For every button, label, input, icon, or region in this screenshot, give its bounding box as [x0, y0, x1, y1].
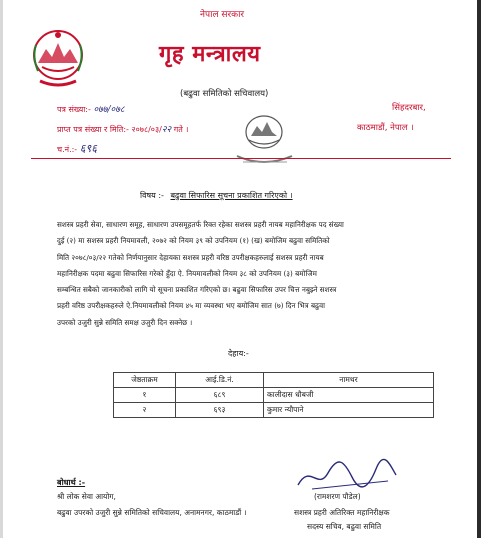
- annex-title: देहाय:-: [228, 349, 249, 358]
- dispatch-label: च.नं.:-: [57, 145, 78, 154]
- ministry-seal-icon: [227, 108, 302, 170]
- address-line-1: सिंहदरबार,: [392, 103, 426, 113]
- cc-line-1: श्री लोक सेवा आयोग,: [57, 492, 116, 501]
- cc-title: बोधार्थ :-: [57, 478, 86, 487]
- body-line: महानिरीक्षक पदमा बढुवा सिफारिस गरेको हुँदा ऐ. नियमावलीको नियम ३८ को उपनियम (३) बमोजिम: [57, 268, 317, 278]
- header-divider: [31, 158, 451, 159]
- dispatch-number: [57, 141, 97, 156]
- signatory-role-2: सदस्य सचिव, बढुवा समिति: [307, 522, 382, 531]
- letter-number: [57, 102, 125, 115]
- notice-body: [57, 217, 442, 331]
- received-suffix: गते ।: [173, 125, 189, 134]
- subject-text: बढुवा सिफारिस सूचना प्रकाशित गरिएको ।: [170, 191, 293, 200]
- received-label: प्राप्त पत्र संख्या र मिति:-: [57, 125, 129, 134]
- signatory-role-1: सशस्त्र प्रहरी अतिरिक्त महानिरीक्षक: [294, 508, 390, 517]
- cc-line-2: बढुवा उपरको उजुरी सुन्ने समितिको सचिवालय, अनामनगर, काठमाडौं ।: [57, 508, 247, 517]
- cell-id-number: ६९३: [176, 403, 264, 418]
- cell-seniority: २: [114, 403, 176, 418]
- address-line-2: काठमाडौं, नेपाल ।: [357, 123, 414, 133]
- body-line: मिति २०७८/०३/२२ गतेको निर्णयानुसार देहायका सशस्त्र प्रहरी वरिष्ठ उपरीक्षकहरुलाई सशस्त्र प्रहरी नायब: [57, 252, 324, 262]
- nepal-emblem-icon: [28, 23, 88, 93]
- subject-line: [140, 190, 293, 201]
- col-id-number: आई.डि.नं.: [176, 373, 264, 388]
- ministry-title: गृह मन्त्रालय: [159, 42, 261, 67]
- subject-label: विषय :-: [140, 191, 164, 200]
- table-row: [114, 403, 434, 418]
- page-left-border: [0, 0, 3, 538]
- received-reference: [57, 122, 188, 135]
- body-line: दुई (२) मा सशस्त्र प्रहरी नियमावली, २०७२ को नियम ३९ को उपनियम (१) (ख) बमोजिम बढुवा समितिको: [57, 236, 330, 246]
- recommendation-table: [113, 372, 434, 418]
- table-header-row: [114, 373, 434, 388]
- col-seniority: जेष्ठताक्रम: [114, 373, 176, 388]
- received-value: २०७८/०३/: [131, 125, 162, 134]
- col-name: नामथर: [264, 373, 434, 388]
- body-line: सम्बन्धित सबैको जानकारीको लागि यो सूचना प्रकाशित गरिएको छ। बढुवा सिफारिस उपर चित्त नबुझ्ने सशस्त्र: [57, 285, 337, 295]
- dispatch-value: ६९६: [79, 142, 97, 155]
- body-line: प्रहरी वरिष्ठ उपरीक्षकहरुले ऐ.नियमावलीको नियम ४५ मा व्यवस्था भए बमोजिम सात (७) दिन भित्र बढुवा: [57, 301, 325, 311]
- received-day: २२: [161, 125, 172, 135]
- committee-subtitle: (बढुवा समितिको सचिवालय): [180, 89, 269, 99]
- body-line: उपरको उजुरी सुन्ने समिति समक्ष उजुरी दिन सक्नेछ ।: [57, 317, 193, 327]
- signature-icon: [292, 455, 402, 495]
- cell-name: कालीदास धौबजी: [264, 388, 434, 403]
- cell-seniority: १: [114, 388, 176, 403]
- government-name: नेपाल सरकार: [200, 10, 245, 20]
- body-line: सशस्त्र प्रहरी सेवा, साधारण समूह, साधारण उपसमूहतर्फ रिक्त रहेका सशस्त्र प्रहरी नायब महानिरीक्षक पद संख्या: [57, 220, 344, 229]
- cell-name: कुमार न्यौपाने: [264, 403, 434, 418]
- cell-id-number: ६८९: [176, 388, 264, 403]
- letter-number-label: पत्र संख्या:-: [57, 105, 91, 114]
- letter-number-value: ०७७/०७८: [93, 105, 125, 115]
- table-row: [114, 388, 434, 403]
- signatory-name: (रामशरण पौडेल): [314, 492, 361, 501]
- page-right-border: [477, 0, 481, 538]
